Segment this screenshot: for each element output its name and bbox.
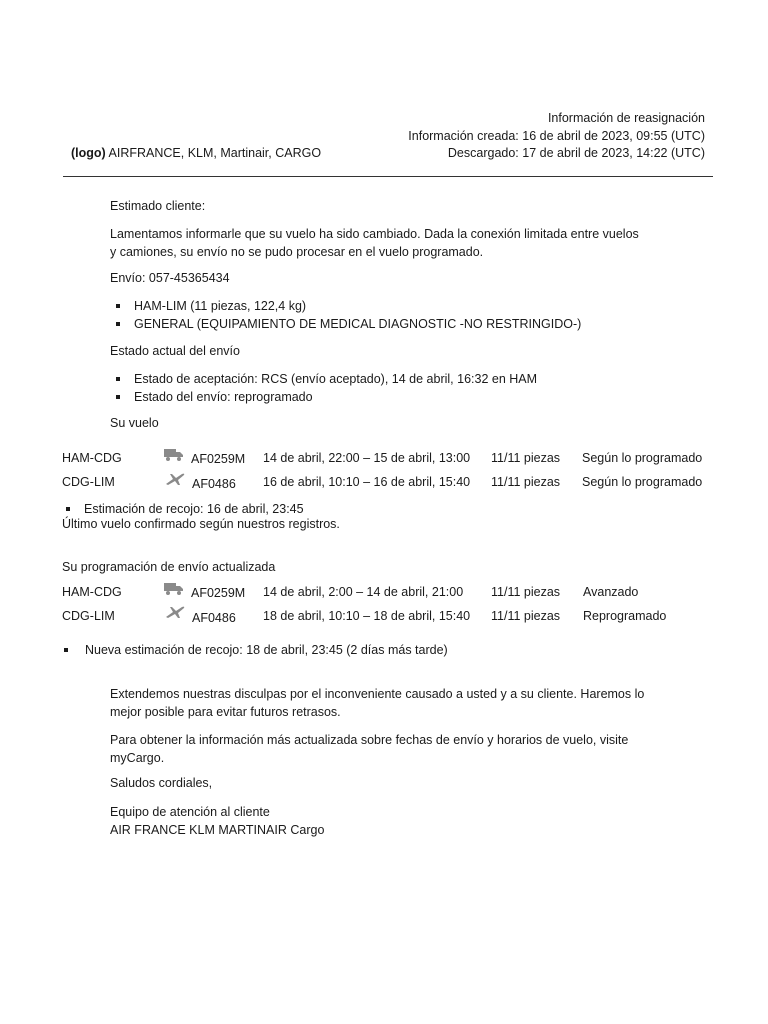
- apology-line-2: mejor posible para evitar futuros retrasos.: [110, 705, 341, 719]
- flight-code: AF0259M: [191, 586, 246, 600]
- time-cell: 16 de abril, 10:10 – 16 de abril, 15:40: [263, 475, 471, 489]
- time-cell: 14 de abril, 2:00 – 14 de abril, 21:00: [263, 585, 464, 599]
- flight-code: AF0486: [192, 611, 236, 625]
- created-timestamp: Información creada: 16 de abril de 2023, 09:55 (UTC): [408, 129, 705, 143]
- plane-icon: [164, 471, 186, 487]
- pieces-cell: 11/11 piezas: [491, 609, 561, 623]
- info-paragraph: [110, 731, 670, 767]
- signature-team: Equipo de atención al cliente: [110, 805, 270, 819]
- list-item: HAM-LIM (11 piezas, 122,4 kg): [116, 297, 581, 315]
- plane-icon: [164, 604, 186, 620]
- logo-placeholder: (logo): [71, 146, 106, 160]
- route-cell: CDG-LIM: [62, 609, 115, 623]
- route-cell: HAM-CDG: [62, 451, 122, 465]
- pickup-estimate-list: [66, 500, 304, 518]
- list-item: Estado del envío: reprogramado: [116, 388, 537, 406]
- truck-icon: [163, 580, 185, 596]
- intro-line-2: y camiones, su envío no se pudo procesar en el vuelo programado.: [110, 245, 484, 259]
- list-item: GENERAL (EQUIPAMIENTO DE MEDICAL DIAGNOSTIC -NO RESTRINGIDO-): [116, 315, 581, 333]
- route-cell: CDG-LIM: [62, 475, 115, 489]
- status-cell: Según lo programado: [582, 451, 703, 465]
- regards: Saludos cordiales,: [110, 776, 213, 790]
- pieces-cell: 11/11 piezas: [491, 585, 561, 599]
- flight-code: AF0259M: [191, 452, 246, 466]
- status-list: [116, 370, 537, 406]
- updated-schedule-title: Su programación de envío actualizada: [62, 560, 276, 574]
- shipment-details-list: [116, 297, 581, 333]
- status-cell: Reprogramado: [583, 609, 667, 623]
- flight-code: AF0486: [192, 477, 236, 491]
- apology-line-1: Extendemos nuestras disculpas por el inconveniente causado a usted y a su cliente. Haremos lo: [110, 687, 645, 701]
- apology-paragraph: [110, 685, 670, 721]
- greeting: Estimado cliente:: [110, 199, 206, 213]
- info-line-1: Para obtener la información más actualizada sobre fechas de envío y horarios de vuelo, visite: [110, 733, 629, 747]
- intro-line-1: Lamentamos informarle que su vuelo ha sido cambiado. Dada la conexión limitada entre vuelos: [110, 227, 639, 241]
- status-title: Estado actual del envío: [110, 344, 240, 358]
- signature-company: AIR FRANCE KLM MARTINAIR Cargo: [110, 823, 325, 837]
- list-item: Estado de aceptación: RCS (envío aceptado), 14 de abril, 16:32 en HAM: [116, 370, 537, 388]
- list-item: Nueva estimación de recojo: 18 de abril, 23:45 (2 días más tarde): [64, 641, 448, 659]
- shipment-number: Envío: 057-45365434: [110, 271, 230, 285]
- last-confirmed-note: Último vuelo confirmado según nuestros registros.: [62, 517, 340, 531]
- your-flight-title: Su vuelo: [110, 416, 159, 430]
- intro-paragraph: [110, 225, 670, 261]
- info-line-2: myCargo.: [110, 751, 165, 765]
- brand-line: [71, 146, 321, 160]
- route-cell: HAM-CDG: [62, 585, 122, 599]
- brand-names: AIRFRANCE, KLM, Martinair, CARGO: [108, 146, 322, 160]
- header-divider: [63, 176, 713, 177]
- status-cell: Avanzado: [583, 585, 639, 599]
- list-item: Estimación de recojo: 16 de abril, 23:45: [66, 500, 304, 518]
- pieces-cell: 11/11 piezas: [491, 475, 561, 489]
- downloaded-timestamp: Descargado: 17 de abril de 2023, 14:22 (UTC): [447, 146, 705, 160]
- reassign-title: Información de reasignación: [547, 111, 705, 125]
- time-cell: 14 de abril, 22:00 – 15 de abril, 13:00: [263, 451, 471, 465]
- status-cell: Según lo programado: [582, 475, 703, 489]
- truck-icon: [163, 446, 185, 462]
- signature: [110, 803, 670, 839]
- time-cell: 18 de abril, 10:10 – 18 de abril, 15:40: [263, 609, 471, 623]
- pieces-cell: 11/11 piezas: [491, 451, 561, 465]
- new-pickup-list: [64, 641, 448, 659]
